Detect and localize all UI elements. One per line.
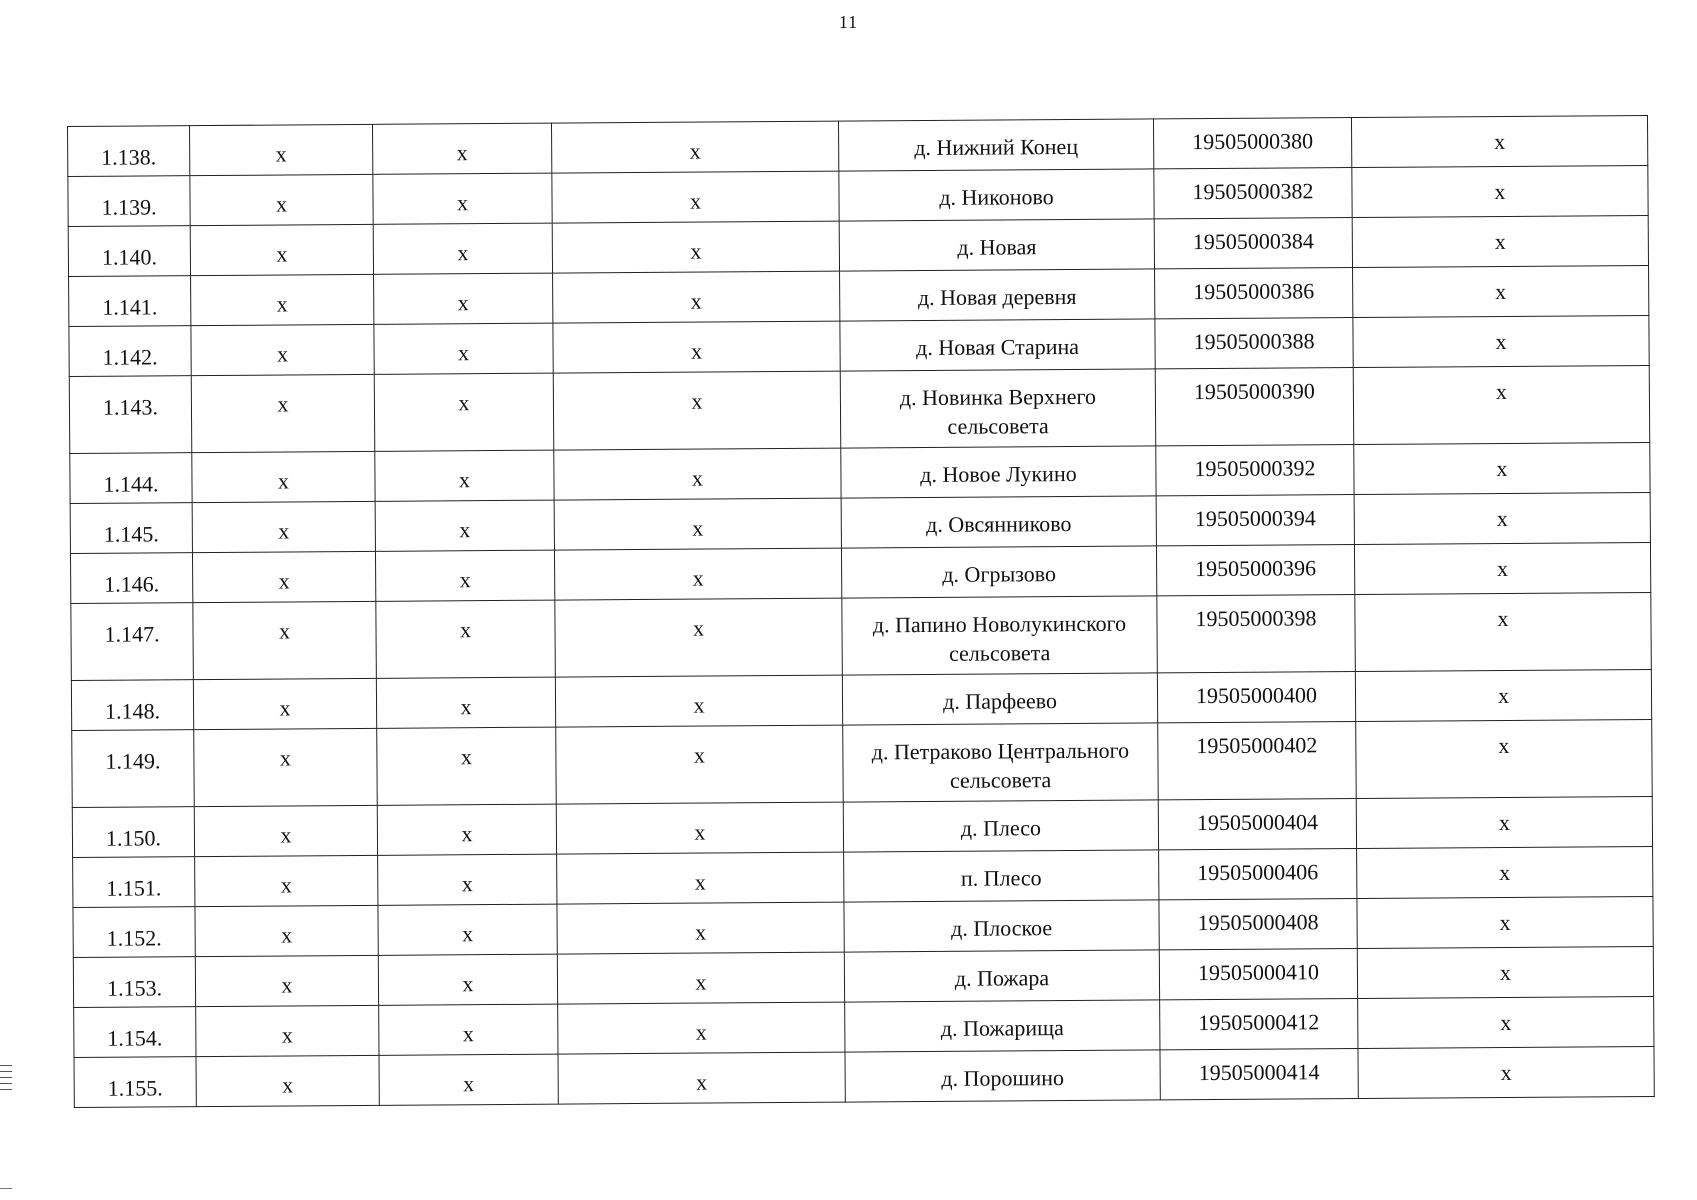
- settlements-table-container: [67, 115, 1654, 1108]
- settlement-name-cell: д. Овсянниково: [841, 496, 1156, 548]
- column-7-cell: x: [1357, 896, 1653, 948]
- settlement-name-cell: д. Парфеево: [842, 673, 1157, 725]
- column-3-cell: x: [375, 500, 554, 551]
- row-number-cell: 1.146.: [70, 553, 192, 604]
- settlement-name-cell: д. Папино Новолукинского сельсовета: [842, 596, 1158, 675]
- column-2-cell: x: [193, 678, 376, 729]
- margin-marks: [0, 1065, 12, 1095]
- settlement-name-cell: д. Огрызово: [841, 546, 1156, 598]
- settlement-name-cell: д. Новая деревня: [840, 269, 1155, 321]
- column-7-cell: x: [1351, 115, 1647, 167]
- oktmo-code-cell: 19505000388: [1155, 318, 1353, 369]
- margin-mark: [0, 1077, 12, 1078]
- column-4-cell: x: [554, 448, 841, 500]
- column-7-cell: x: [1357, 846, 1653, 898]
- column-7-cell: x: [1353, 265, 1649, 317]
- edge-mark: [0, 1188, 12, 1189]
- column-4-cell: x: [556, 802, 843, 854]
- column-2-cell: x: [193, 601, 377, 679]
- oktmo-code-cell: 19505000394: [1156, 495, 1354, 546]
- table-row: [72, 719, 1652, 807]
- column-3-cell: x: [374, 373, 554, 451]
- column-7-cell: x: [1353, 365, 1650, 444]
- settlement-name-cell: д. Новинка Верхнего сельсовета: [840, 369, 1156, 448]
- row-number-cell: 1.154.: [74, 1007, 196, 1058]
- row-number-cell: 1.147.: [71, 603, 194, 681]
- column-2-cell: x: [190, 224, 373, 275]
- column-2-cell: x: [191, 374, 375, 452]
- column-2-cell: x: [192, 501, 375, 552]
- table-row: [74, 1046, 1654, 1107]
- column-2-cell: x: [191, 324, 374, 375]
- column-2-cell: x: [195, 855, 378, 906]
- settlement-name-cell: д. Новая: [839, 219, 1154, 271]
- column-2-cell: x: [192, 451, 375, 502]
- column-2-cell: x: [196, 1005, 379, 1056]
- column-2-cell: x: [195, 955, 378, 1006]
- oktmo-code-cell: 19505000400: [1157, 672, 1355, 723]
- row-number-cell: 1.142.: [69, 326, 191, 377]
- column-4-cell: x: [554, 498, 841, 550]
- column-4-cell: x: [557, 852, 844, 904]
- column-2-cell: x: [196, 1055, 379, 1106]
- column-4-cell: x: [553, 371, 841, 450]
- settlement-name-cell: д. Новая Старина: [840, 319, 1155, 371]
- settlement-name-cell: д. Пожарища: [845, 1000, 1160, 1052]
- column-2-cell: x: [194, 805, 377, 856]
- column-7-cell: x: [1354, 492, 1650, 544]
- settlement-name-cell: д. Новое Лукино: [841, 446, 1156, 498]
- column-2-cell: x: [192, 551, 375, 602]
- row-number-cell: 1.141.: [69, 276, 191, 327]
- column-4-cell: x: [557, 902, 844, 954]
- settlements-table: [67, 115, 1655, 1108]
- table-row: [69, 365, 1649, 453]
- row-number-cell: 1.139.: [68, 176, 190, 227]
- row-number-cell: 1.138.: [68, 126, 190, 177]
- margin-mark: [0, 1089, 12, 1090]
- column-7-cell: x: [1353, 315, 1649, 367]
- row-number-cell: 1.140.: [68, 226, 190, 277]
- settlement-name-cell: д. Петраково Центрального сельсовета: [843, 723, 1159, 802]
- row-number-cell: 1.145.: [70, 503, 192, 554]
- column-7-cell: x: [1355, 669, 1651, 721]
- column-4-cell: x: [558, 1002, 845, 1054]
- settlement-name-cell: д. Никоново: [839, 169, 1154, 221]
- oktmo-code-cell: 19505000396: [1156, 545, 1354, 596]
- settlement-name-cell: п. Плесо: [844, 850, 1159, 902]
- column-3-cell: x: [375, 450, 554, 501]
- oktmo-code-cell: 19505000402: [1158, 722, 1357, 800]
- column-7-cell: x: [1357, 946, 1653, 998]
- margin-mark: [0, 1071, 12, 1072]
- row-number-cell: 1.148.: [71, 680, 193, 731]
- column-3-cell: x: [373, 223, 552, 274]
- column-2-cell: x: [190, 124, 373, 175]
- column-3-cell: x: [373, 173, 552, 224]
- column-4-cell: x: [553, 271, 840, 323]
- column-4-cell: x: [554, 548, 841, 600]
- oktmo-code-cell: 19505000392: [1156, 445, 1354, 496]
- column-7-cell: x: [1358, 996, 1654, 1048]
- column-4-cell: x: [557, 952, 844, 1004]
- row-number-cell: 1.143.: [69, 376, 192, 454]
- settlement-name-cell: д. Пожара: [844, 950, 1159, 1002]
- column-3-cell: x: [374, 323, 553, 374]
- oktmo-code-cell: 19505000398: [1157, 595, 1356, 673]
- margin-mark: [0, 1083, 12, 1084]
- row-number-cell: 1.151.: [73, 857, 195, 908]
- column-7-cell: x: [1355, 592, 1652, 671]
- column-3-cell: x: [378, 954, 557, 1005]
- oktmo-code-cell: 19505000386: [1155, 268, 1353, 319]
- column-4-cell: x: [553, 321, 840, 373]
- settlement-name-cell: д. Нижний Конец: [838, 119, 1153, 171]
- column-7-cell: x: [1356, 796, 1652, 848]
- oktmo-code-cell: 19505000404: [1158, 799, 1356, 850]
- oktmo-code-cell: 19505000382: [1154, 168, 1352, 219]
- column-3-cell: x: [374, 273, 553, 324]
- column-3-cell: x: [379, 1054, 558, 1105]
- row-number-cell: 1.152.: [73, 907, 195, 958]
- column-7-cell: x: [1354, 442, 1650, 494]
- settlement-name-cell: д. Порошино: [845, 1050, 1160, 1102]
- column-7-cell: x: [1352, 215, 1648, 267]
- table-body: [68, 115, 1655, 1107]
- column-2-cell: x: [195, 905, 378, 956]
- column-2-cell: x: [194, 728, 378, 806]
- column-4-cell: x: [551, 121, 838, 173]
- settlement-name-cell: д. Плесо: [843, 800, 1158, 852]
- page-number: 11: [838, 12, 859, 32]
- settlement-name-cell: д. Плоское: [844, 900, 1159, 952]
- column-3-cell: x: [378, 904, 557, 955]
- column-7-cell: x: [1358, 1046, 1654, 1098]
- row-number-cell: 1.149.: [72, 730, 195, 808]
- column-3-cell: x: [375, 550, 554, 601]
- oktmo-code-cell: 19505000414: [1160, 1049, 1358, 1100]
- column-3-cell: x: [372, 123, 551, 174]
- column-4-cell: x: [556, 725, 844, 804]
- oktmo-code-cell: 19505000384: [1154, 218, 1352, 269]
- column-3-cell: x: [376, 600, 556, 678]
- row-number-cell: 1.153.: [73, 957, 195, 1008]
- row-number-cell: 1.144.: [70, 453, 192, 504]
- oktmo-code-cell: 19505000380: [1153, 118, 1351, 169]
- oktmo-code-cell: 19505000412: [1160, 999, 1358, 1050]
- oktmo-code-cell: 19505000410: [1159, 949, 1357, 1000]
- column-7-cell: x: [1354, 542, 1650, 594]
- column-3-cell: x: [376, 677, 555, 728]
- table-row: [71, 592, 1651, 680]
- column-4-cell: x: [555, 598, 843, 677]
- column-7-cell: x: [1356, 719, 1653, 798]
- row-number-cell: 1.150.: [72, 807, 194, 858]
- column-7-cell: x: [1352, 165, 1648, 217]
- row-number-cell: 1.155.: [74, 1057, 196, 1108]
- oktmo-code-cell: 19505000408: [1159, 899, 1357, 950]
- column-3-cell: x: [379, 1004, 558, 1055]
- column-4-cell: x: [552, 171, 839, 223]
- column-4-cell: x: [555, 675, 842, 727]
- column-3-cell: x: [378, 854, 557, 905]
- oktmo-code-cell: 19505000390: [1155, 368, 1354, 446]
- margin-mark: [0, 1065, 12, 1066]
- column-4-cell: x: [558, 1052, 845, 1104]
- column-2-cell: x: [190, 174, 373, 225]
- oktmo-code-cell: 19505000406: [1159, 849, 1357, 900]
- column-2-cell: x: [191, 274, 374, 325]
- column-4-cell: x: [552, 221, 839, 273]
- column-3-cell: x: [377, 804, 556, 855]
- column-3-cell: x: [377, 727, 557, 805]
